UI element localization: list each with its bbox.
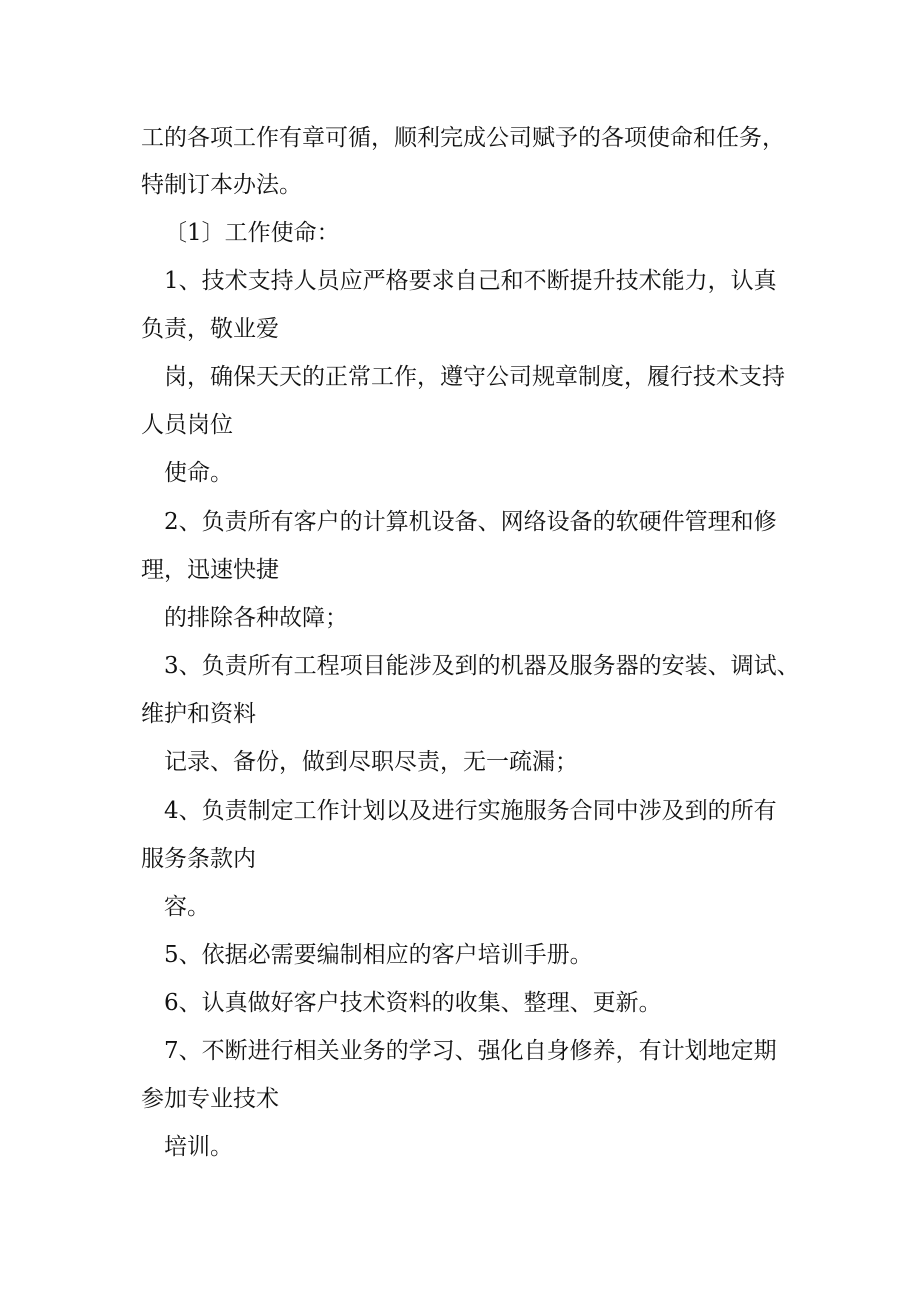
text-line: 人员岗位 — [141, 412, 233, 438]
text-line: 服务条款内 — [141, 846, 256, 872]
text-line: 7、不断进行相关业务的学习、强化自身修养，有计划地定期 — [164, 1038, 777, 1064]
text-line: 3、负责所有工程项目能涉及到的机器及服务器的安装、调试、 — [164, 653, 800, 679]
text-line: 1、技术支持人员应严格要求自己和不断提升技术能力，认真 — [164, 268, 777, 294]
text-line: 参加专业技术 — [141, 1086, 279, 1112]
text-line: 培训。 — [164, 1134, 233, 1160]
text-line: 6、认真做好客户技术资料的收集、整理、更新。 — [164, 990, 662, 1016]
text-line: 特制订本办法。 — [141, 172, 302, 198]
text-line: 容。 — [164, 894, 210, 920]
text-line: 负责，敬业爱 — [141, 316, 279, 342]
text-line: 5、依据必需要编制相应的客户培训手册。 — [164, 942, 593, 968]
text-line: 使命。 — [164, 460, 233, 486]
text-line: 工的各项工作有章可循，顺利完成公司赋予的各项使命和任务， — [141, 125, 785, 151]
text-line: 岗，确保天天的正常工作，遵守公司规章制度，履行技术支持 — [164, 364, 785, 390]
text-line: 维护和资料 — [141, 701, 256, 727]
text-line: 4、负责制定工作计划以及进行实施服务合同中涉及到的所有 — [164, 798, 777, 824]
text-line: 理，迅速快捷 — [141, 557, 279, 583]
text-line: 的排除各种故障； — [164, 605, 348, 631]
text-line: 2、负责所有客户的计算机设备、网络设备的软硬件管理和修 — [164, 509, 777, 535]
text-line: 记录、备份，做到尽职尽责，无一疏漏； — [164, 749, 578, 775]
section-heading: 〔1〕工作使命： — [164, 220, 340, 246]
